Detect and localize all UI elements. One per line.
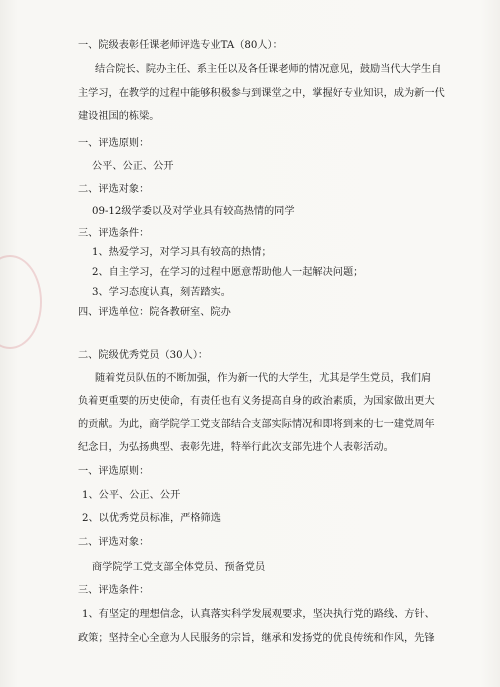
section2-condition-line-2: 政策；坚持全心全意为人民服务的宗旨，继承和发扬党的优良传统和作风，先锋 <box>78 633 435 644</box>
section2-conditions-title: 三、评选条件： <box>78 585 150 596</box>
section2-intro-line-1: 随着党员队伍的不断加强，作为新一代的大学生，尤其是学生党员，我们肩 <box>95 373 432 384</box>
section1-principle-title: 一、评选原则： <box>78 138 150 149</box>
section1-condition-3: 3、学习态度认真，刻苦踏实。 <box>92 287 231 298</box>
section2-intro-line-3: 的贡献。为此，商学院学工党支部结合支部实际情况和即将到来的七一建党周年 <box>78 419 435 430</box>
section1-target-title: 二、评选对象： <box>78 184 150 195</box>
section1-heading: 一、院级表彰任课老师评选专业TA（80人）： <box>78 40 283 51</box>
section1-intro-line-1: 结合院长、院办主任、系主任以及各任课老师的情况意见，鼓励当代大学生自 <box>95 64 442 75</box>
section1-target-text: 09-12级学委以及对学业具有较高热情的同学 <box>92 206 295 217</box>
section1-intro-line-3: 建设祖国的栋梁。 <box>78 111 160 122</box>
section1-conditions-title: 三、评选条件： <box>78 228 150 239</box>
section2-condition-line-1: 1、有坚定的理想信念，认真落实科学发展观要求，坚决执行党的路线、方针、 <box>82 609 435 620</box>
section2-principle-2: 2、以优秀党员标准，严格筛选 <box>82 513 221 524</box>
section1-unit-line: 四、评选单位：院各教研室、院办 <box>78 307 231 318</box>
section2-principle-1: 1、公平、公正、公开 <box>82 490 181 501</box>
section2-target-text: 商学院学工党支部全体党员、预备党员 <box>92 562 266 573</box>
section2-principle-title: 一、评选原则： <box>78 466 150 477</box>
section2-target-title: 二、评选对象： <box>78 537 150 548</box>
section2-intro-line-2: 负着更重要的历史使命，有责任也有义务提高自身的政治素质，为国家做出更大 <box>78 396 435 407</box>
section2-heading: 二、院级优秀党员（30人）： <box>78 350 209 361</box>
section1-condition-1: 1、热爱学习，对学习具有较高的热情； <box>92 247 272 258</box>
section1-condition-2: 2、自主学习，在学习的过程中愿意帮助他人一起解决问题； <box>92 267 364 278</box>
red-seal-stamp <box>0 255 42 349</box>
section1-principle-text: 公平、公正、公开 <box>92 161 174 172</box>
section1-intro-line-2: 主学习，在教学的过程中能够积极参与到课堂之中，掌握好专业知识，成为新一代 <box>78 88 445 99</box>
section2-intro-line-4: 纪念日，为弘扬典型、表彰先进，特举行此次支部先进个人表彰活动。 <box>78 442 394 453</box>
